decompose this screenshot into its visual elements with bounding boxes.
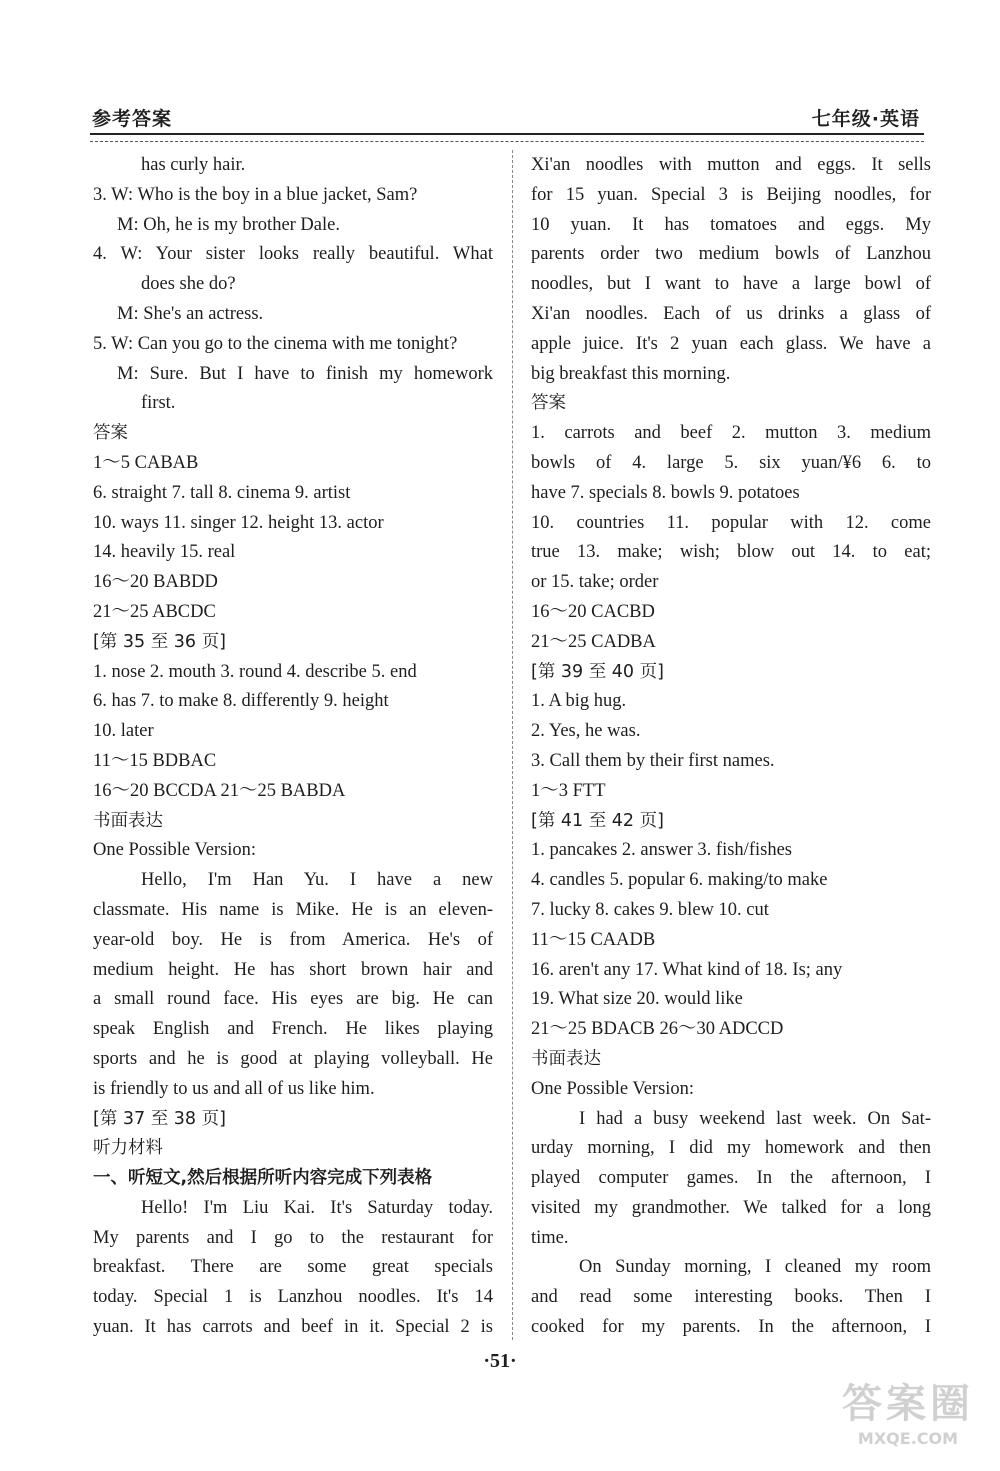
text-line: or 15. take; order — [531, 572, 659, 593]
text-line: cooked for my parents. In the afternoon, I — [531, 1317, 931, 1338]
text-line: 答案 — [531, 393, 566, 414]
text-line: has curly hair. — [141, 155, 246, 175]
text-line: 3. Call them by their first names. — [531, 750, 775, 771]
text-line: classmate. His name is Mike. He is an eleven- — [93, 899, 493, 920]
text-line: today. Special 1 is Lanzhou noodles. It's 14 — [93, 1287, 493, 1308]
text-line: 21～25 BDACB 26～30 ADCCD — [531, 1019, 784, 1040]
text-line: 书面表达 — [531, 1048, 601, 1069]
text-line: 4. candles 5. popular 6. making/to make — [531, 870, 828, 891]
text-line: 听力材料 — [93, 1138, 163, 1159]
text-line: 5. W: Can you go to the cinema with me tonight? — [93, 333, 458, 354]
text-line: 16. aren't any 17. What kind of 18. Is; any — [531, 959, 843, 980]
text-line: 14. heavily 15. real — [93, 542, 236, 563]
text-line: 10 yuan. It has tomatoes and eggs. My — [531, 214, 931, 235]
text-line: is friendly to us and all of us like him. — [93, 1078, 375, 1099]
text-line: sports and he is good at playing volleyball. He — [93, 1048, 493, 1069]
text-line: first. — [141, 393, 176, 414]
text-line: yuan. It has carrots and beef in it. Special 2 is — [93, 1317, 493, 1338]
text-line: One Possible Version: — [531, 1078, 695, 1099]
text-line: Hello, I'm Han Yu. I have a new — [141, 870, 493, 891]
column-divider — [512, 150, 513, 1340]
text-line: One Possible Version: — [93, 840, 257, 861]
text-line: for 15 yuan. Special 3 is Beijing noodles, for — [531, 184, 931, 205]
text-line: 19. What size 20. would like — [531, 989, 743, 1010]
text-line: 10. countries 11. popular with 12. come — [531, 512, 931, 533]
text-line: a small round face. His eyes are big. He can — [93, 989, 493, 1010]
watermark — [838, 1372, 978, 1448]
text-line: 书面表达 — [93, 810, 163, 831]
text-line: 1～3 FTT — [531, 780, 606, 801]
text-line: [第 35 至 36 页] — [93, 631, 226, 652]
text-line: 7. lucky 8. cakes 9. blew 10. cut — [531, 899, 769, 920]
text-line: 6. has 7. to make 8. differently 9. height — [93, 691, 389, 712]
text-line: M: She's an actress. — [117, 303, 264, 324]
text-line: Xi'an noodles with mutton and eggs. It sells — [531, 155, 931, 175]
text-line: 10. ways 11. singer 12. height 13. actor — [93, 512, 384, 533]
text-line: 11～15 CAADB — [531, 929, 656, 950]
text-line: Hello! I'm Liu Kai. It's Saturday today. — [141, 1197, 493, 1218]
text-line: 4. W: Your sister looks really beautiful. What — [93, 244, 493, 265]
text-line: I had a busy weekend last week. On Sat- — [579, 1108, 931, 1129]
text-line: and read some interesting books. Then I — [531, 1287, 931, 1308]
right-column — [531, 151, 931, 1343]
text-line: 6. straight 7. tall 8. cinema 9. artist — [93, 482, 351, 503]
text-line: [第 41 至 42 页] — [531, 810, 664, 831]
text-line: 一、听短文,然后根据所听内容完成下列表格 — [93, 1168, 433, 1189]
text-line: speak English and French. He likes playing — [93, 1019, 493, 1040]
text-line: 答案 — [93, 423, 128, 444]
text-line: 16～20 CACBD — [531, 601, 655, 622]
text-line: 1. A big hug. — [531, 691, 627, 712]
text-line: true 13. make; wish; blow out 14. to eat; — [531, 542, 931, 563]
text-line: visited my grandmother. We talked for a long — [531, 1197, 931, 1218]
text-line: 1. nose 2. mouth 3. round 4. describe 5. end — [93, 661, 417, 682]
text-line: 1. pancakes 2. answer 3. fish/fishes — [531, 840, 792, 861]
text-line: 3. W: Who is the boy in a blue jacket, Sam? — [93, 184, 418, 205]
text-line: 16～20 BCCDA 21～25 BABDA — [93, 780, 346, 801]
text-line: bowls of 4. large 5. six yuan/¥6 6. to — [531, 452, 931, 473]
text-line: big breakfast this morning. — [531, 363, 731, 384]
header-title-left: 参考答案 — [92, 108, 173, 130]
text-line: My parents and I go to the restaurant for — [93, 1227, 493, 1248]
text-line: time. — [531, 1227, 569, 1248]
text-line: 11～15 BDBAC — [93, 750, 217, 771]
text-line: 1～5 CABAB — [93, 452, 199, 473]
text-line: breakfast. There are some great specials — [93, 1257, 493, 1278]
text-line: 2. Yes, he was. — [531, 721, 641, 742]
text-line: M: Sure. But I have to finish my homework — [117, 363, 493, 384]
text-line: does she do? — [141, 274, 236, 295]
text-line: [第 39 至 40 页] — [531, 661, 664, 682]
text-line: noodles, but I want to have a large bowl of — [531, 274, 931, 295]
page-number: ·51· — [483, 1350, 517, 1372]
text-line: Xi'an noodles. Each of us drinks a glass of — [531, 303, 931, 324]
text-line: apple juice. It's 2 yuan each glass. We have a — [531, 333, 931, 354]
text-line: urday morning, I did my homework and then — [531, 1138, 931, 1159]
text-line: On Sunday morning, I cleaned my room — [579, 1257, 931, 1278]
text-line: medium height. He has short brown hair and — [93, 959, 493, 980]
text-line: parents order two medium bowls of Lanzhou — [531, 244, 931, 265]
watermark-logo: 答案圈 — [842, 1381, 974, 1427]
text-line: M: Oh, he is my brother Dale. — [117, 214, 340, 235]
text-line: year-old boy. He is from America. He's of — [93, 929, 493, 950]
watermark-url: MXQE.COM — [857, 1429, 959, 1448]
header-title-right: 七年级·英语 — [811, 108, 920, 130]
text-line: 16～20 BABDD — [93, 572, 218, 593]
text-line: have 7. specials 8. bowls 9. potatoes — [531, 482, 800, 503]
text-line: 1. carrots and beef 2. mutton 3. medium — [531, 423, 931, 444]
header-rule — [90, 133, 924, 135]
text-line: 21～25 ABCDC — [93, 601, 216, 622]
text-line: 10. later — [93, 721, 154, 742]
text-line: played computer games. In the afternoon, I — [531, 1168, 931, 1189]
left-column — [93, 151, 493, 1343]
header-dashed-rule — [90, 141, 924, 142]
text-line: 21～25 CADBA — [531, 631, 656, 652]
text-line: [第 37 至 38 页] — [93, 1108, 226, 1129]
